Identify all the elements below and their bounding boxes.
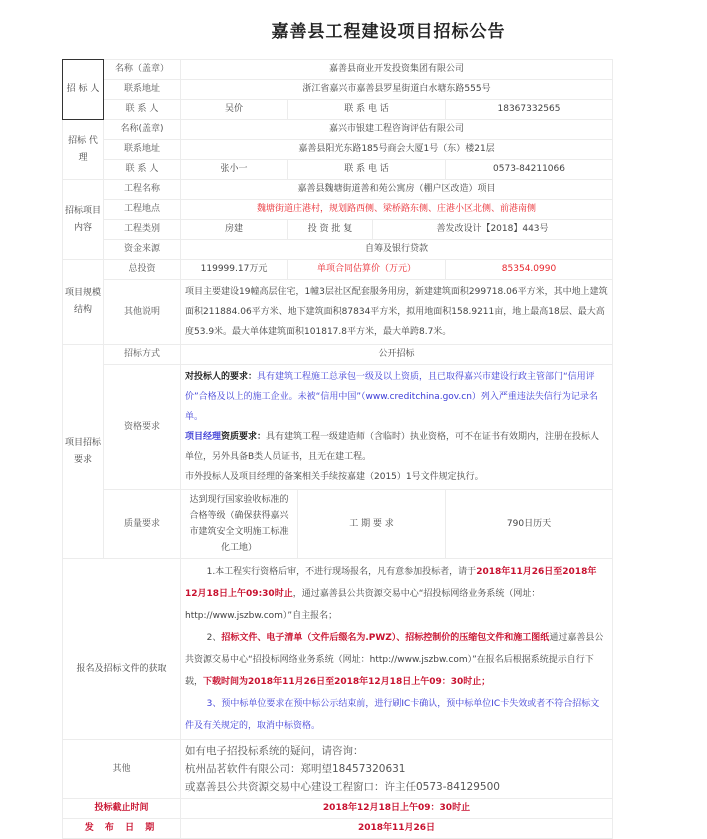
tenderer-name-label: 名称（盖章） [104,60,181,80]
project-name: 嘉善县魏塘街道善和苑公寓房（棚户区改造）项目 [181,180,613,200]
scale-other-row [63,280,613,345]
registration-item-3: 3、预中标单位要求在预中标公示结束前，进行刷IC卡确认，预中标单位IC卡失效或者不符合招标文件及有关规定的，取消中标资格。 [185,699,600,731]
requirements-section-label: 项目招标要求 [63,345,104,559]
tenderer-address-label: 联系地址 [104,80,181,100]
agent-phone: 0573-84211066 [446,160,613,180]
project-location-label: 工程地点 [104,200,181,220]
agent-phone-label: 联 系 电 话 [288,160,446,180]
publish-label: 发 布 日 期 [63,819,181,839]
other-line-1: 如有电子招投标系统的疑问，请咨询： [185,745,364,757]
tenderer-contact: 吴价 [181,100,288,120]
other-row [63,740,613,799]
project-fund-row [63,240,613,260]
bidder-requirement [185,367,608,427]
deadline-row [63,799,613,819]
req-quality-label: 质量要求 [104,490,181,559]
project-location-row [63,200,613,220]
page-title: 嘉善县工程建设项目招标公告 [271,22,506,42]
tenderer-address-row [63,80,613,100]
req-duration: 790日历天 [446,490,613,559]
req-method-row [63,345,613,365]
deadline-value: 2018年12月18日上午09：30时止 [181,799,613,819]
project-name-row [63,180,613,200]
agent-name-label: 名称(盖章) [104,120,181,140]
req-quality-row [63,490,613,559]
scale-estimate-label: 单项合同估算价（万元） [288,260,446,280]
tenderer-address: 浙江省嘉兴市嘉善县罗星街道白水塘东路555号 [181,80,613,100]
pm-requirement-title-a: 项目经理 [185,432,222,442]
pm-requirement [185,427,608,467]
project-section-label: 招标项目内容 [63,180,104,260]
project-fund-label: 资金来源 [104,240,181,260]
agent-address-row [63,140,613,160]
bidder-requirement-title: 对投标人的要求： [185,372,258,382]
agent-contact-row [63,160,613,180]
req-quality: 达到现行国家验收标准的合格等级（确保获得嘉兴市建筑安全文明施工标准化工地） [181,490,298,559]
req-qualification-label: 资格要求 [104,365,181,490]
tender-notice-table [62,59,613,839]
registration-item-2-a: 2、 [206,633,222,643]
registration-item-1-a: 1.本工程实行资格后审，不进行现场报名，凡有意参加投标者，请于 [206,567,477,577]
scale-estimate: 85354.0990 [446,260,613,280]
agent-section-label: 招标 代理 [63,120,104,180]
tenderer-phone-label: 联 系 电 话 [288,100,446,120]
registration-row [63,559,613,740]
tenderer-section-label: 招 标 人 [63,60,104,120]
registration-item-2-e: ； [481,677,491,687]
agent-name-row [63,120,613,140]
scale-total: 119999.17万元 [181,260,288,280]
registration-item-2 [185,627,608,693]
scale-total-label: 总投资 [104,260,181,280]
tenderer-name: 嘉善县商业开发投资集团有限公司 [181,60,613,80]
project-fund: 自筹及银行贷款 [181,240,613,260]
bidder-requirement-text: 具有建筑工程施工总承包一级及以上资质，且已取得嘉兴市建设行政主管部门“信用评价”合格及以上的施工企业。未被“信用中国”（www.creditchina.gov.cn）列入严重违法失信行为记录名单。 [185,372,598,422]
tenderer-name-row [63,60,613,80]
project-approval: 善发改设计【2018】443号 [373,220,613,240]
scale-total-row [63,260,613,280]
project-approval-label: 投 资 批 复 [288,220,373,240]
agent-address-label: 联系地址 [104,140,181,160]
deadline-label: 投标截止时间 [63,799,181,819]
other-label: 其他 [63,740,181,799]
scale-other-label: 其他说明 [104,280,181,345]
scale-other: 项目主要建设19幢高层住宅，1幢3层社区配套服务用房，新建建筑面积299718.06平方米，其中地上建筑面积211884.06平方米、地下建筑面积87834平方米，拟用地面积158.9211亩，地上最高18层、最大高度53.9米。最大单体建筑面积101817.8平方米，最大单跨8.7米。 [181,280,613,345]
project-type: 房建 [181,220,288,240]
publish-value: 2018年11月26日 [181,819,613,839]
outside-requirement: 市外投标人及项目经理的备案相关手续按嘉建（2015）1号文件规定执行。 [185,472,484,482]
req-method: 公开招标 [181,345,613,365]
project-location: 魏塘街道庄港村，规划路西侧、梁桥路东侧、庄港小区北侧、前港南侧 [181,200,613,220]
registration-period: 2018年11月26日至2018年 12月18日上午09:30时止 [185,567,597,599]
other-line-2: 杭州品茗软件有限公司：郑明望18457320631 [185,763,406,775]
agent-contact-label: 联 系 人 [104,160,181,180]
other-line-3: 或嘉善县公共资源交易中心建设工程窗口：许主任0573-84129500 [185,781,500,793]
req-duration-label: 工 期 要 求 [298,490,446,559]
project-type-row [63,220,613,240]
project-type-label: 工程类别 [104,220,181,240]
registration-section-label: 报名及招标文件的获取 [63,559,181,740]
req-qualification-row [63,365,613,490]
tenderer-phone: 18367332565 [446,100,613,120]
pm-requirement-text: 具有建筑工程一级建造师（含临时）执业资格，可不在证书有效期内，注册在投标人单位，另外具备B类人员证书，且无在建工程。 [185,432,600,462]
download-period: 下载时间为2018年11月26日至2018年12月18日上午09：30时止 [203,677,482,687]
tenderer-contact-row [63,100,613,120]
registration-item-1-c: ，通过嘉善县公共资源交易中心“招投标网络业务系统（网址：http://www.jszbw.com）”自主报名； [185,589,541,621]
tenderer-contact-label: 联 系 人 [104,100,181,120]
agent-address: 嘉善县阳光东路185号商会大厦1号（东）楼21层 [181,140,613,160]
registration-item-1 [185,561,608,627]
agent-contact: 张小一 [181,160,288,180]
scale-section-label: 项目规模结构 [63,260,104,345]
registration-item-2-files: 招标文件、电子清单（文件后缀名为.PWZ）、招标控制价的压缩包文件和施工图纸 [221,633,550,643]
pm-requirement-title-b: 资质要求： [221,432,267,442]
publish-row [63,819,613,839]
agent-name: 嘉兴市银建工程咨询评估有限公司 [181,120,613,140]
registration-item-2-c: 通过嘉善县公共资源交易中心“招投标网络业务系统（网址：http://www.jszbw.com）”在报名后根据系统提示自行下载， [185,633,604,687]
project-name-label: 工程名称 [104,180,181,200]
req-method-label: 招标方式 [104,345,181,365]
